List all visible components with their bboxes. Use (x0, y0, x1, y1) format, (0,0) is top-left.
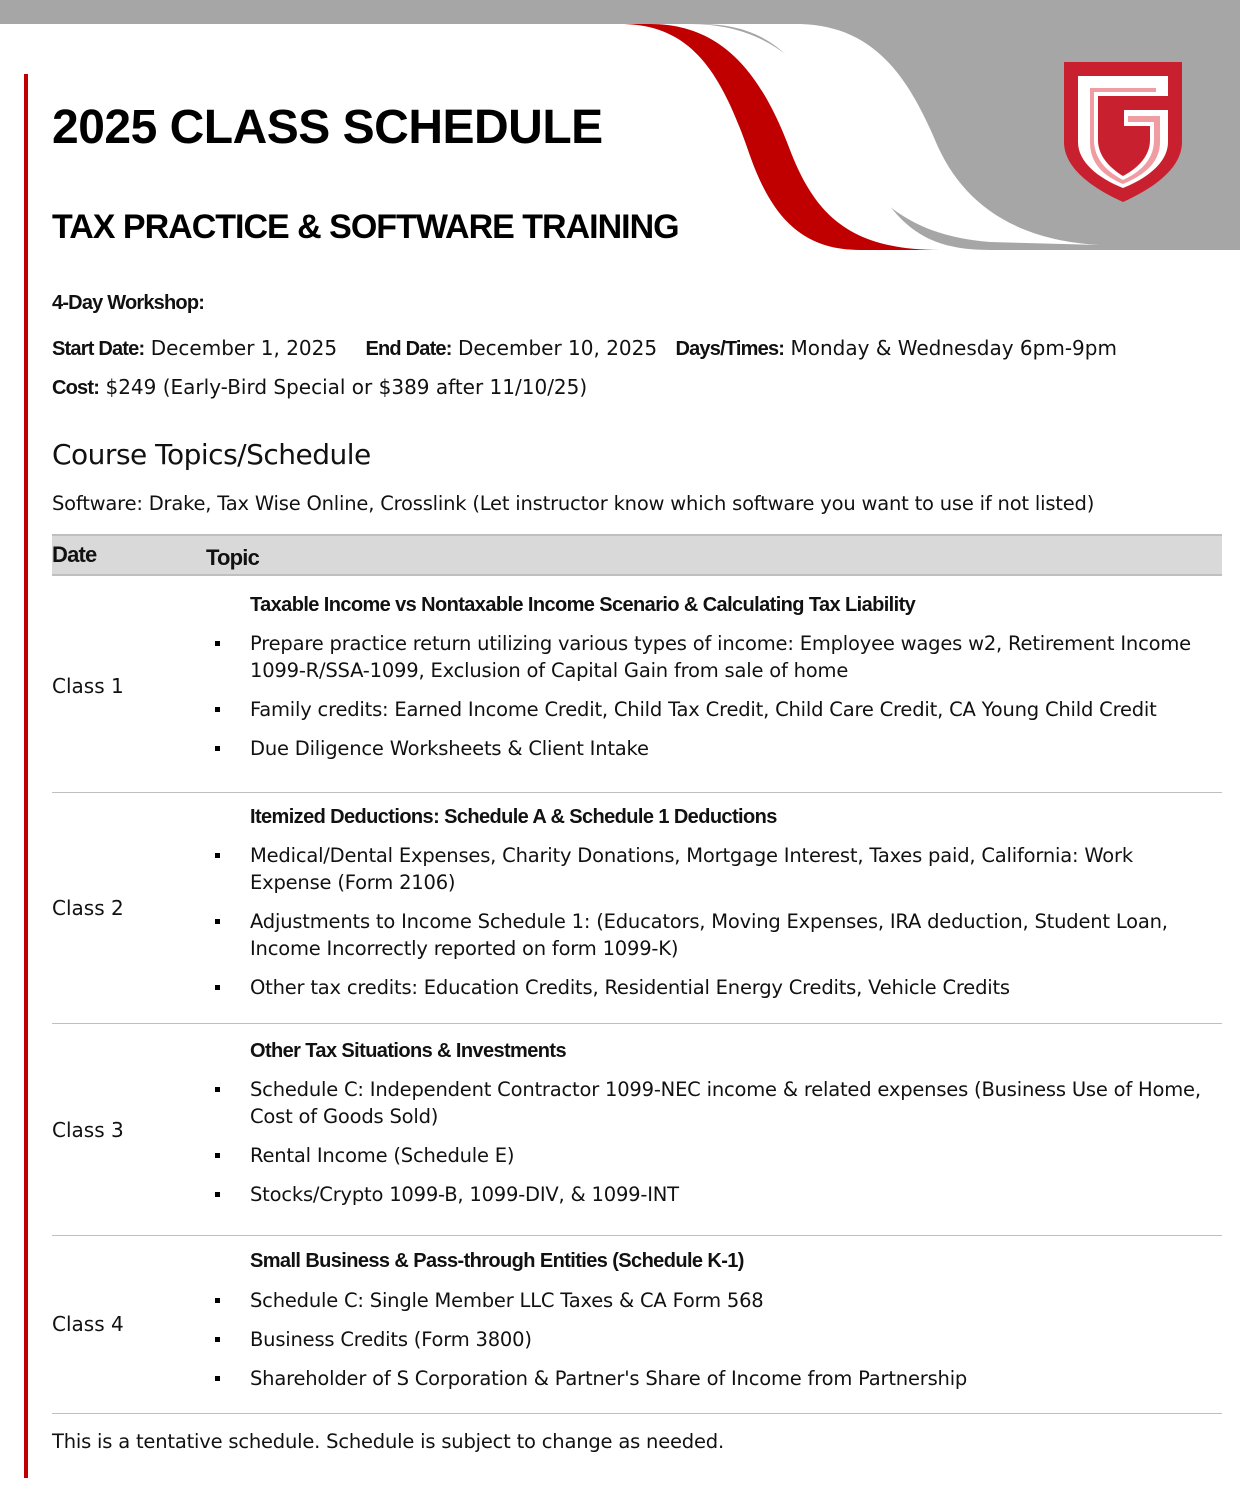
page-subtitle: TAX PRACTICE & SOFTWARE TRAINING (52, 208, 679, 246)
footer-note: This is a tentative schedule. Schedule is subject to change as needed. (52, 1430, 724, 1453)
table-row (52, 1236, 1222, 1414)
column-header-topic: Topic (206, 545, 260, 570)
days-times-label: Days/Times: (675, 338, 785, 360)
row-date: Class 3 (52, 1118, 124, 1142)
row-topic-list (202, 630, 1212, 762)
row-topic-list (202, 1287, 1212, 1392)
list-item: Family credits: Earned Income Credit, Child Tax Credit, Child Care Credit, CA Young Child Credit (202, 696, 1212, 723)
left-accent-rule (24, 74, 28, 1478)
row-topic-heading: Small Business & Pass-through Entities (Schedule K-1) (250, 1250, 744, 1272)
row-topic-heading: Itemized Deductions: Schedule A & Schedule 1 Deductions (250, 806, 777, 828)
shield-logo-icon (1058, 56, 1188, 206)
list-item: Schedule C: Independent Contractor 1099-NEC income & related expenses (Business Use of Home, Cost of Goods Sold) (202, 1076, 1212, 1130)
schedule-table (52, 534, 1222, 1390)
software-note: Software: Drake, Tax Wise Online, Crosslink (Let instructor know which software you want to use if not listed) (52, 492, 1095, 515)
column-header-date: Date (52, 542, 97, 567)
course-topics-heading: Course Topics/Schedule (52, 438, 371, 471)
row-topic-list (202, 842, 1212, 1001)
table-row (52, 1024, 1222, 1236)
list-item: Schedule C: Single Member LLC Taxes & CA Form 568 (202, 1287, 1212, 1314)
row-topic-list (202, 1076, 1212, 1208)
table-header (52, 534, 1222, 576)
list-item: Medical/Dental Expenses, Charity Donations, Mortgage Interest, Taxes paid, California: Work Expense (Form 2106) (202, 842, 1212, 896)
end-date-value: December 10, 2025 (457, 336, 658, 360)
list-item: Shareholder of S Corporation & Partner's Share of Income from Partnership (202, 1365, 1212, 1392)
row-date: Class 4 (52, 1312, 124, 1336)
list-item: Other tax credits: Education Credits, Residential Energy Credits, Vehicle Credits (202, 974, 1212, 1001)
row-date: Class 2 (52, 896, 124, 920)
workshop-label-line (52, 290, 204, 315)
cost-line (52, 375, 587, 400)
table-row (52, 793, 1222, 1024)
row-date: Class 1 (52, 674, 124, 698)
list-item: Adjustments to Income Schedule 1: (Educators, Moving Expenses, IRA deduction, Student Loan, Income Incorrectly reported on form 1099-K) (202, 908, 1212, 962)
list-item: Stocks/Crypto 1099-B, 1099-DIV, & 1099-INT (202, 1181, 1212, 1208)
list-item: Due Diligence Worksheets & Client Intake (202, 735, 1212, 762)
list-item: Business Credits (Form 3800) (202, 1326, 1212, 1353)
cost-value: $249 (Early-Bird Special or $389 after 11/10/25) (105, 375, 588, 399)
workshop-dates-line (52, 336, 1117, 361)
end-date-label: End Date: (365, 338, 452, 360)
days-times-value: Monday & Wednesday 6pm-9pm (790, 336, 1117, 360)
list-item: Prepare practice return utilizing various types of income: Employee wages w2, Retirement Income 1099-R/SSA-1099, Exclusion of Capital Gain from sale of home (202, 630, 1212, 684)
cost-label: Cost: (52, 377, 100, 399)
list-item: Rental Income (Schedule E) (202, 1142, 1212, 1169)
workshop-label: 4-Day Workshop: (52, 292, 205, 314)
row-topic-heading: Taxable Income vs Nontaxable Income Scenario & Calculating Tax Liability (250, 594, 916, 616)
row-topic-heading: Other Tax Situations & Investments (250, 1040, 566, 1062)
start-date-value: December 1, 2025 (150, 336, 338, 360)
table-row (52, 576, 1222, 793)
start-date-label: Start Date: (52, 338, 145, 360)
page-title: 2025 CLASS SCHEDULE (52, 101, 603, 154)
